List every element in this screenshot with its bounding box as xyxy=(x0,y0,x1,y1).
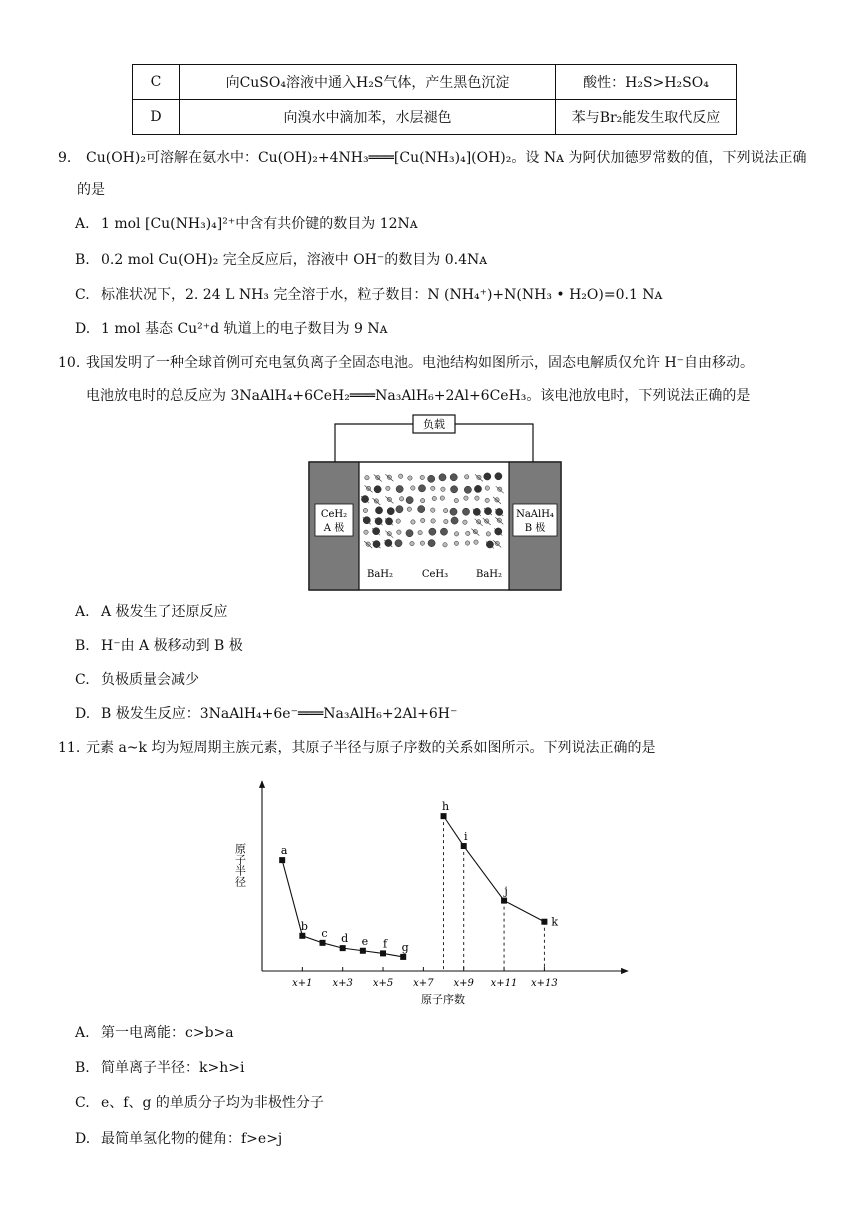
crystal-atom xyxy=(363,508,367,512)
y-axis-label: 原子半径 xyxy=(233,843,247,887)
point-label: f xyxy=(382,937,388,951)
option-letter: B. xyxy=(75,252,90,268)
crystal-atom xyxy=(440,528,447,535)
data-point xyxy=(360,948,366,954)
crystal-atom xyxy=(411,486,415,490)
data-point xyxy=(441,813,447,819)
crystal-atom xyxy=(466,531,470,535)
crystal-atom xyxy=(441,487,445,491)
crystal-atom xyxy=(428,475,435,482)
crystal-atom xyxy=(407,507,411,511)
option-text: 简单离子半径：k>h>i xyxy=(101,1060,245,1076)
layer-label-right: BaH₂ xyxy=(475,569,503,580)
q9-option-d[interactable] xyxy=(75,319,388,339)
point-label: d xyxy=(341,932,349,946)
crystal-atom xyxy=(454,541,458,545)
crystal-atom xyxy=(408,476,412,480)
option-text: 第一电离能：c>b>a xyxy=(101,1025,234,1041)
q10-stem xyxy=(58,353,754,373)
x-tick-label: x+7 xyxy=(413,978,434,989)
crystal-atom xyxy=(420,541,424,545)
option-letter: A. xyxy=(75,604,90,620)
crystal-atom xyxy=(439,474,446,481)
row-label: D xyxy=(133,100,180,135)
x-tick-label: x+1 xyxy=(292,978,313,989)
crystal-atom xyxy=(454,498,458,502)
option-text: 负极质量会减少 xyxy=(101,672,199,688)
option-letter: A. xyxy=(75,1025,90,1041)
q10-line1: 我国发明了一种全球首例可充电氢负离子全固态电池。电池结构如图所示，固态电解质仅允许 H⁻自由移动。 xyxy=(86,355,755,371)
crystal-atom xyxy=(475,496,479,500)
electrode-b-label: B 极 xyxy=(524,523,546,534)
crystal-atom xyxy=(465,541,469,545)
option-text: 最简单氢化物的健角：f>e>j xyxy=(101,1131,283,1147)
x-tick-label: x+13 xyxy=(531,978,558,989)
data-point xyxy=(461,843,467,849)
crystal-atom xyxy=(406,497,413,504)
crystal-atom xyxy=(420,475,424,479)
point-label: a xyxy=(280,844,288,858)
crystal-atom xyxy=(443,508,447,512)
table-row xyxy=(133,100,737,135)
crystal-atom xyxy=(450,474,457,481)
row-operation: 向溴水中滴加苯，水层褪色 xyxy=(180,100,556,135)
crystal-atom xyxy=(418,485,425,492)
crystal-atom xyxy=(450,486,457,493)
option-letter: B. xyxy=(75,1060,90,1076)
crystal-atom xyxy=(486,532,490,536)
point-label: i xyxy=(463,830,468,844)
battery-diagram xyxy=(305,412,565,594)
crystal-atom xyxy=(429,528,436,535)
crystal-atom xyxy=(485,498,489,502)
radius-chart xyxy=(230,775,640,1015)
crystal-atom xyxy=(395,540,402,547)
table-row xyxy=(133,65,737,100)
q10-option-d[interactable] xyxy=(75,704,457,724)
crystal-atom xyxy=(406,530,413,537)
crystal-atom xyxy=(431,508,435,512)
crystal-atom xyxy=(420,498,424,502)
electrode-b-material: NaAlH₄ xyxy=(516,509,554,520)
row-conclusion: 苯与Br₂能发生取代反应 xyxy=(556,100,737,135)
crystal-atom xyxy=(464,475,468,479)
point-label: c xyxy=(321,926,328,940)
row-label: C xyxy=(133,65,180,100)
crystal-atom xyxy=(411,520,415,524)
data-point xyxy=(320,940,326,946)
x-tick-label: x+5 xyxy=(372,978,394,989)
crystal-atom xyxy=(474,540,478,544)
crystal-atom xyxy=(450,508,457,515)
q11-option-c[interactable] xyxy=(75,1093,324,1113)
x-tick-label: x+11 xyxy=(490,978,518,989)
point-label: b xyxy=(300,919,308,933)
crystal-atom xyxy=(375,507,382,514)
crystal-atom xyxy=(463,520,467,524)
experiment-table xyxy=(132,64,737,135)
option-letter: C. xyxy=(75,287,90,303)
q9-option-c[interactable] xyxy=(75,285,662,305)
crystal-atom xyxy=(428,540,435,547)
option-text: A 极发生了还原反应 xyxy=(101,604,228,620)
q11-line1: 元素 a~k 均为短周期主族元素，其原子半径与原子序数的关系如图所示。下列说法正确的是 xyxy=(86,740,656,756)
crystal-atom xyxy=(462,508,469,515)
layer-label-left: BaH₂ xyxy=(366,569,394,580)
layer-label-mid: CeH₃ xyxy=(421,569,449,580)
option-text: 1 mol 基态 Cu²⁺d 轨道上的电子数目为 9 Nᴀ xyxy=(101,321,388,337)
option-text: e、f、g 的单质分子均为非极性分子 xyxy=(101,1095,324,1111)
option-letter: A. xyxy=(75,216,90,232)
option-letter: C. xyxy=(75,1095,90,1111)
option-text: 0.2 mol Cu(OH)₂ 完全反应后，溶液中 OH⁻的数目为 0.4Nᴀ xyxy=(101,252,488,268)
x-tick-label: x+3 xyxy=(332,978,353,989)
crystal-atom xyxy=(396,519,400,523)
x-axis-label: 原子序数 xyxy=(421,993,465,1006)
crystal-atom xyxy=(484,473,491,480)
series-line xyxy=(444,816,545,922)
crystal-atom xyxy=(410,541,414,545)
q9-option-b[interactable] xyxy=(75,250,487,270)
crystal-atom xyxy=(386,486,390,490)
q10-number: 10. xyxy=(58,355,81,371)
q10-option-a[interactable] xyxy=(75,602,228,622)
row-conclusion: 酸性：H₂S>H₂SO₄ xyxy=(556,65,737,100)
crystal-atom xyxy=(474,485,481,492)
option-text: H⁻由 A 极移动到 B 极 xyxy=(101,638,243,654)
data-point xyxy=(400,954,406,960)
crystal-atom xyxy=(398,474,402,478)
q10-option-c[interactable] xyxy=(75,670,199,690)
q11-option-d[interactable] xyxy=(75,1129,282,1149)
crystal-atom xyxy=(364,530,368,534)
crystal-atom xyxy=(495,473,502,480)
option-text: 标准状况下，2. 24 L NH₃ 完全溶于水，粒子数目：N (NH₄⁺)+N(NH₃ • H₂O)=0.1 Nᴀ xyxy=(101,287,663,303)
crystal-atom xyxy=(440,496,444,500)
crystal-atom xyxy=(399,497,403,501)
crystal-atom xyxy=(485,486,489,490)
crystal-atom xyxy=(431,486,435,490)
crystal-atom xyxy=(454,532,458,536)
crystal-atom xyxy=(418,530,422,534)
electrode-a-label: A 极 xyxy=(323,523,345,534)
crystal-atom xyxy=(396,485,403,492)
point-label: e xyxy=(361,934,369,948)
data-point xyxy=(340,945,346,951)
point-label: j xyxy=(504,884,508,898)
electrode-a-material: CeH₂ xyxy=(320,509,348,520)
option-letter: D. xyxy=(75,1131,91,1147)
option-letter: D. xyxy=(75,321,91,337)
point-label: h xyxy=(441,800,450,814)
crystal-atom xyxy=(431,519,435,523)
q11-number: 11. xyxy=(58,740,81,756)
data-point xyxy=(299,933,305,939)
crystal-atom xyxy=(418,505,425,512)
option-text: B 极发生反应：3NaAlH₄+6e⁻═══Na₃AlH₆+2Al+6H⁻ xyxy=(101,706,458,722)
q9-number: 9. xyxy=(58,150,72,166)
crystal-atom xyxy=(464,486,471,493)
data-point xyxy=(541,919,547,925)
x-tick-label: x+9 xyxy=(453,978,474,989)
option-text: 1 mol [Cu(NH₃)₄]²⁺中含有共价键的数目为 12Nᴀ xyxy=(101,216,418,232)
data-point xyxy=(380,950,386,956)
crystal-atom xyxy=(451,517,458,524)
crystal-atom xyxy=(374,486,381,493)
option-letter: B. xyxy=(75,638,90,654)
q11-stem xyxy=(58,738,655,758)
crystal-atom xyxy=(421,518,425,522)
load-label: 负载 xyxy=(423,418,445,431)
q9-option-a[interactable] xyxy=(75,214,418,234)
q11-option-b[interactable] xyxy=(75,1058,244,1078)
point-label: k xyxy=(551,915,559,929)
point-label: g xyxy=(401,940,409,954)
crystal-atom xyxy=(444,519,448,523)
option-letter: D. xyxy=(75,706,91,722)
data-point xyxy=(279,857,285,863)
q10-option-b[interactable] xyxy=(75,636,243,656)
crystal-atom xyxy=(387,508,394,515)
crystal-atom xyxy=(396,506,403,513)
q9-stem xyxy=(58,148,806,168)
data-point xyxy=(501,898,507,904)
crystal-atom xyxy=(432,496,436,500)
row-operation: 向CuSO₄溶液中通入H₂S气体，产生黑色沉淀 xyxy=(180,65,556,100)
q9-line1: Cu(OH)₂可溶解在氨水中：Cu(OH)₂+4NH₃═══[Cu(NH₃)₄](OH)₂。设 Nᴀ 为阿伏加德罗常数的值，下列说法正确 xyxy=(86,150,807,166)
crystal-atom xyxy=(443,543,447,547)
crystal-atom xyxy=(397,530,401,534)
crystal-atom xyxy=(464,496,468,500)
option-letter: C. xyxy=(75,672,90,688)
q10-line2: 电池放电时的总反应为 3NaAlH₄+6CeH₂═══Na₃AlH₆+2Al+6CeH₃。该电池放电时，下列说法正确的是 xyxy=(86,388,751,404)
crystal-atom xyxy=(365,475,369,479)
q9-line2: 的是 xyxy=(77,182,105,198)
q11-option-a[interactable] xyxy=(75,1023,234,1043)
